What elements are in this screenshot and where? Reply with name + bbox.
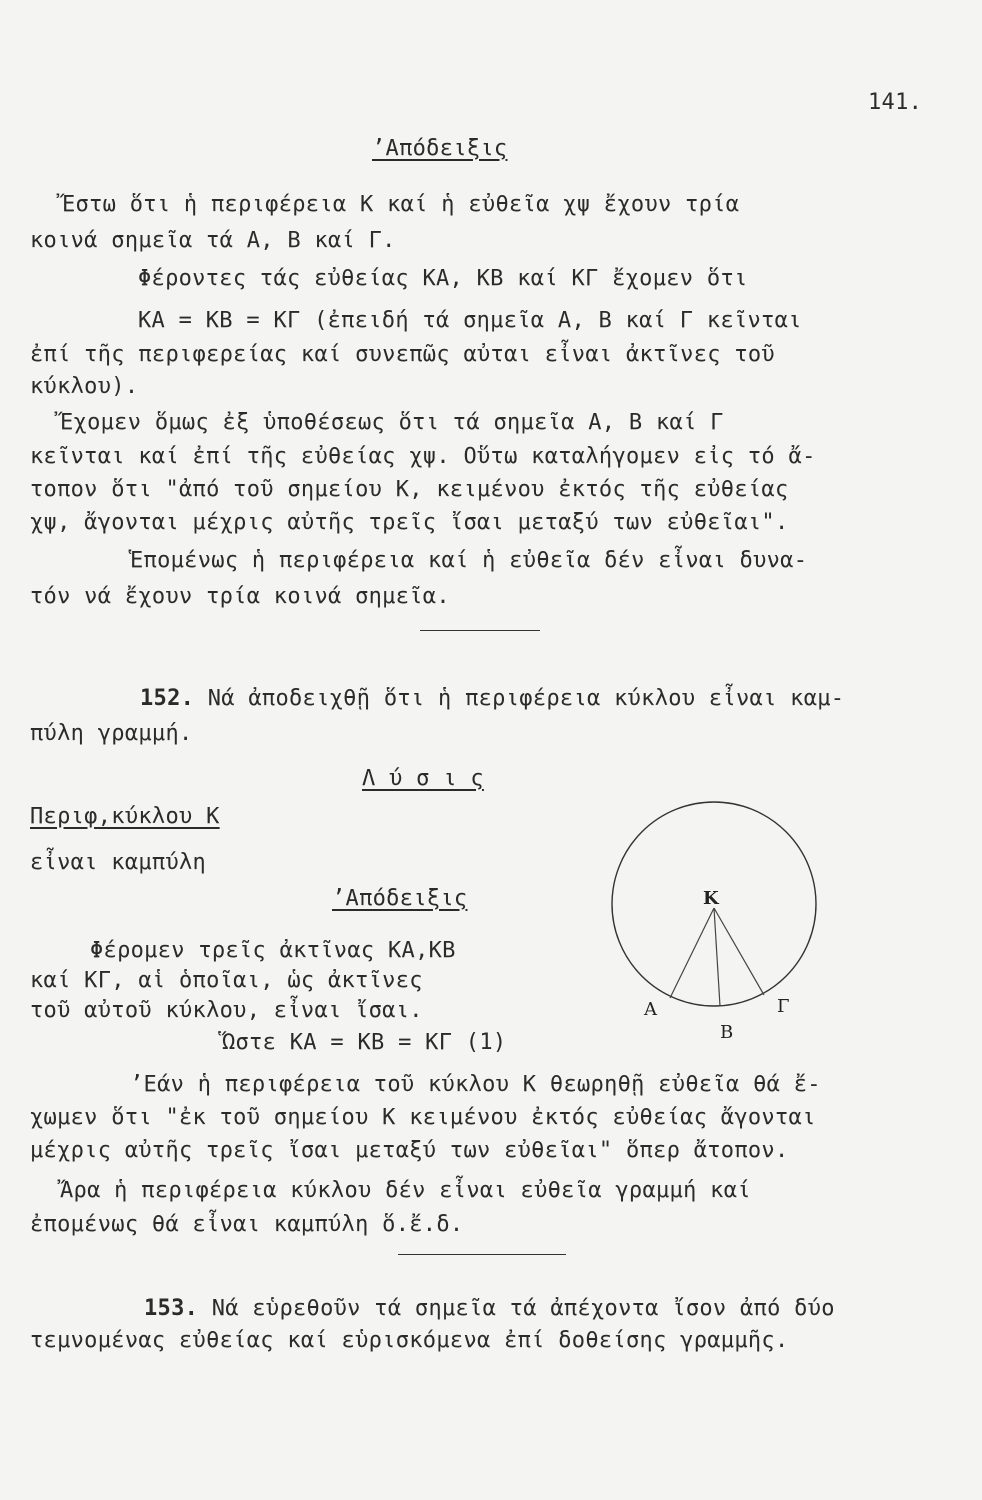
text-line: ΚΑ = ΚΒ = ΚΓ (ἐπειδή τά σημεῖα Α, Β καί Γ κεῖνται [138,308,802,333]
text-line: τόν νά ἔχουν τρία κοινά σημεῖα. [30,584,450,609]
problem-152-line1 [140,688,844,710]
section-heading-apodeixis: ’Απόδειξις [372,136,508,161]
text-line: Ἔστω ὅτι ἡ περιφέρεια Κ καί ἡ εὐθεῖα χψ ἔχουν τρία [62,192,740,217]
conclusion-line: χωμεν ὅτι "ἐκ τοῦ σημείου Κ κειμένου ἐκτός εὐθείας ἄγονται [30,1105,816,1130]
text-line: ἐπί τῆς περιφερείας καί συνεπῶς αὐται εἶναι ἀκτῖνες τοῦ [30,342,775,367]
claim-statement: εἶναι καμπύλη [30,850,207,875]
proof-line: Ὥστε ΚΑ = ΚΒ = ΚΓ (1) [222,1030,507,1055]
conclusion-line: ’Εάν ἡ περιφέρεια τοῦ κύκλου Κ θεωρηθῇ εὐθεῖα θά ἔ- [130,1072,821,1097]
text-line: κύκλου). [30,374,139,399]
text-line: κεῖνται καί ἐπί τῆς εὐθείας χψ. Οὕτω καταλήγομεν εἰς τό ἄ- [30,444,816,469]
conclusion-line: ἐπομένως θά εἶναι καμπύλη ὅ.ἔ.δ. [30,1212,464,1237]
text-line: κοινά σημεῖα τά Α, Β καί Γ. [30,228,396,253]
text-line: χψ, ἄγονται μέχρις αὐτῆς τρεῖς ἴσαι μεταξύ των εὐθεῖαι". [30,510,789,535]
solution-heading: Λ ύ σ ι ς [362,766,484,791]
conclusion-line: μέχρις αὐτῆς τρεῖς ἴσαι μεταξύ των εὐθεῖαι" ὅπερ ἄτοπον. [30,1138,789,1163]
text-line: τοπον ὅτι "ἀπό τοῦ σημείου Κ, κειμένου ἐκτός τῆς εὐθείας [30,477,789,502]
circle-figure [600,790,830,1060]
radius-ka [670,908,714,998]
problem-152-line2: πύλη γραμμή. [30,721,193,746]
problem-153-line1 [144,1298,835,1320]
divider [420,630,540,631]
problem-153-line2: τεμνομένας εὐθείας καί εὑρισκόμενα ἐπί δοθείσης γραμμῆς. [30,1328,789,1353]
page-number: 141. [868,90,923,115]
problem-number: 153. [144,1296,199,1321]
text-line: Φέροντες τάς εὐθείας ΚΑ, ΚΒ καί ΚΓ ἔχομεν ὅτι [138,266,748,291]
divider [398,1254,566,1255]
conclusion-line: Ἄρα ἡ περιφέρεια κύκλου δέν εἶναι εὐθεῖα γραμμή καί [60,1178,751,1203]
proof-heading: ’Απόδειξις [332,886,468,911]
text-line: Ἔχομεν ὅμως ἐξ ὑποθέσεως ὅτι τά σημεῖα Α, Β καί Γ [60,410,724,435]
problem-text: Νά εὑρεθοῦν τά σημεῖα τά ἀπέχοντα ἴσον ἀπό δύο [211,1296,835,1321]
label-k: Κ [703,888,719,909]
label-b: Β [720,1022,734,1043]
text-line: Ἑπομένως ἡ περιφέρεια καί ἡ εὐθεῖα δέν εἶναι δυνα- [130,548,808,573]
proof-line: Φέρομεν τρεῖς ἀκτῖνας ΚΑ,ΚΒ [90,938,456,963]
problem-text: Νά ἀποδειχθῇ ὅτι ἡ περιφέρεια κύκλου εἶναι καμ- [207,686,845,711]
proof-line: τοῦ αὐτοῦ κύκλου, εἶναι ἴσαι. [30,998,423,1023]
radius-kg [714,908,764,995]
proof-line: καί ΚΓ, αἱ ὁποῖαι, ὡς ἀκτῖνες [30,968,423,993]
given-statement: Περιφ,κύκλου Κ [30,804,220,829]
problem-number: 152. [140,686,195,711]
label-a: Α [644,999,657,1020]
label-g: Γ [777,996,790,1017]
radius-kb [714,908,720,1006]
